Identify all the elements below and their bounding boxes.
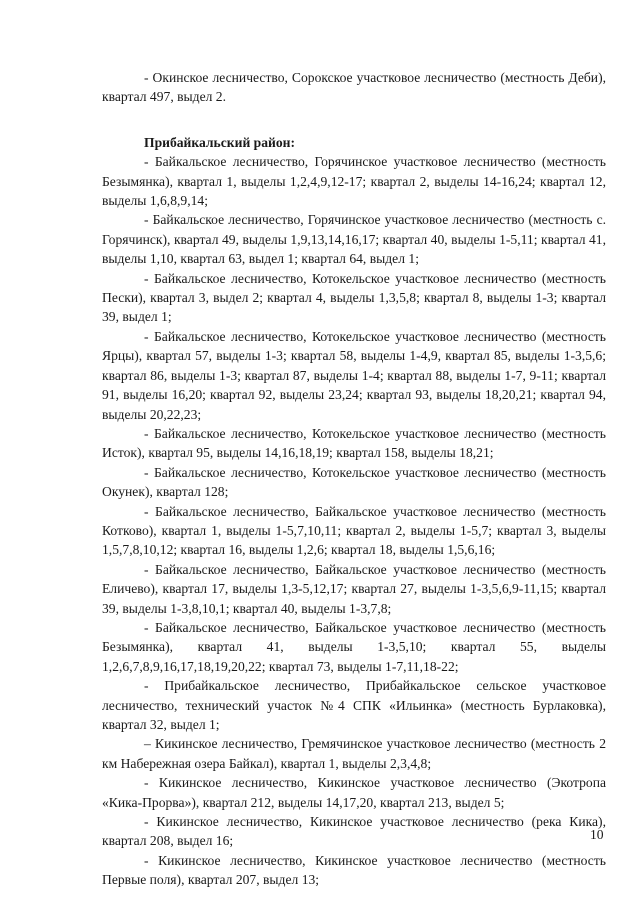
forestry-entry: - Байкальское лесничество, Горячинское участковое лесничество (местность Безымянка), квартал 1, выделы 1,2,4,9,12-17; квартал 2, выделы 14-16,24; квартал 12, выделы 1,6,8,9,14; (102, 154, 606, 209)
forestry-entry: - Кикинское лесничество, Кикинское участковое лесничество (местность Первые поля), квартал 207, выдел 13; (102, 852, 606, 888)
forestry-entry: - Байкальское лесничество, Котокельское участковое лесничество (местность Окунек), квартал 128; (102, 464, 606, 500)
forestry-entry: - Байкальское лесничество, Байкальское участковое лесничество (местность Безымянка), квартал 41, выделы 1-3,5,10; квартал 55, выделы 1,2,6,7,8,9,16,17,18,19,20,22; квартал 73, выделы 1-7,11,18-22; (102, 619, 606, 674)
forestry-entry: - Прибайкальское лесничество, Прибайкальское сельское участковое лесничество, технический участок №4 СПК «Ильинка» (местность Бурлаковка), квартал 32, выдел 1; (102, 678, 606, 732)
document-body (102, 68, 606, 890)
forestry-entry: - Байкальское лесничество, Байкальское участковое лесничество (местность Котково), квартал 1, выделы 1-5,7,10,11; квартал 2, выделы 1-5,7; квартал 3, выделы 1,5,7,8,10,12; квартал 16, выделы 1,2,6; квартал 18, выделы 1,5,6,16; (102, 503, 606, 558)
forestry-entry: - Байкальское лесничество, Байкальское участковое лесничество (местность Еличево), квартал 17, выделы 1,3-5,12,17; квартал 27, выделы 1-3,5,6,9-11,15; квартал 39, выделы 1-3,8,10,1; квартал 40, выделы 1-3,7,8; (102, 561, 606, 616)
forestry-entry: - Байкальское лесничество, Котокельское участковое лесничество (местность Пески), квартал 3, выдел 2; квартал 4, выделы 1,3,5,8; квартал 8, выделы 1-3; квартал 39, выдел 1; (102, 270, 606, 325)
forestry-entry: - Кикинское лесничество, Кикинское участковое лесничество (река Кика), квартал 208, выдел 16; (102, 814, 606, 849)
forestry-entry: - Байкальское лесничество, Котокельское участковое лесничество (местность Исток), квартал 95, выделы 14,16,18,19; квартал 158, выделы 18,21; (102, 425, 606, 461)
intro-paragraph: - Окинское лесничество, Сорокское участковое лесничество (местность Деби), квартал 497, выдел 2. (102, 70, 606, 105)
section-title: Прибайкальский район: (144, 134, 296, 150)
page-number: 10 (590, 827, 604, 842)
forestry-entry: – Кикинское лесничество, Гремячинское участковое лесничество (местность 2 км Набережная озера Байкал), квартал 1, выделы 2,3,4,8; (102, 736, 606, 771)
forestry-entry: - Байкальское лесничество, Горячинское участковое лесничество (местность с. Горячинск), квартал 49, выделы 1,9,13,14,16,17; квартал 40, выделы 1-5,11; квартал 41, выделы 1,10, квартал 63, выдел 1; квартал 64, выдел 1; (102, 212, 606, 267)
forestry-entry: - Кикинское лесничество, Кикинское участковое лесничество (Экотропа «Кика-Прорва»), квартал 212, выделы 14,17,20, квартал 213, выдел 5; (102, 775, 606, 810)
forestry-entry: - Байкальское лесничество, Котокельское участковое лесничество (местность Ярцы), квартал 57, выделы 1-3; квартал 58, выделы 1-4,9, квартал 85, выделы 1-3,5,6; квартал 86, выделы 1-3; квартал 87, выделы 1-4; квартал 88, выделы 1-7, 9-11; квартал 91, выделы 16,20; квартал 92, выделы 23,24; квартал 93, выделы 18,20,21; квартал 94, выделы 20,22,23; (102, 328, 606, 422)
